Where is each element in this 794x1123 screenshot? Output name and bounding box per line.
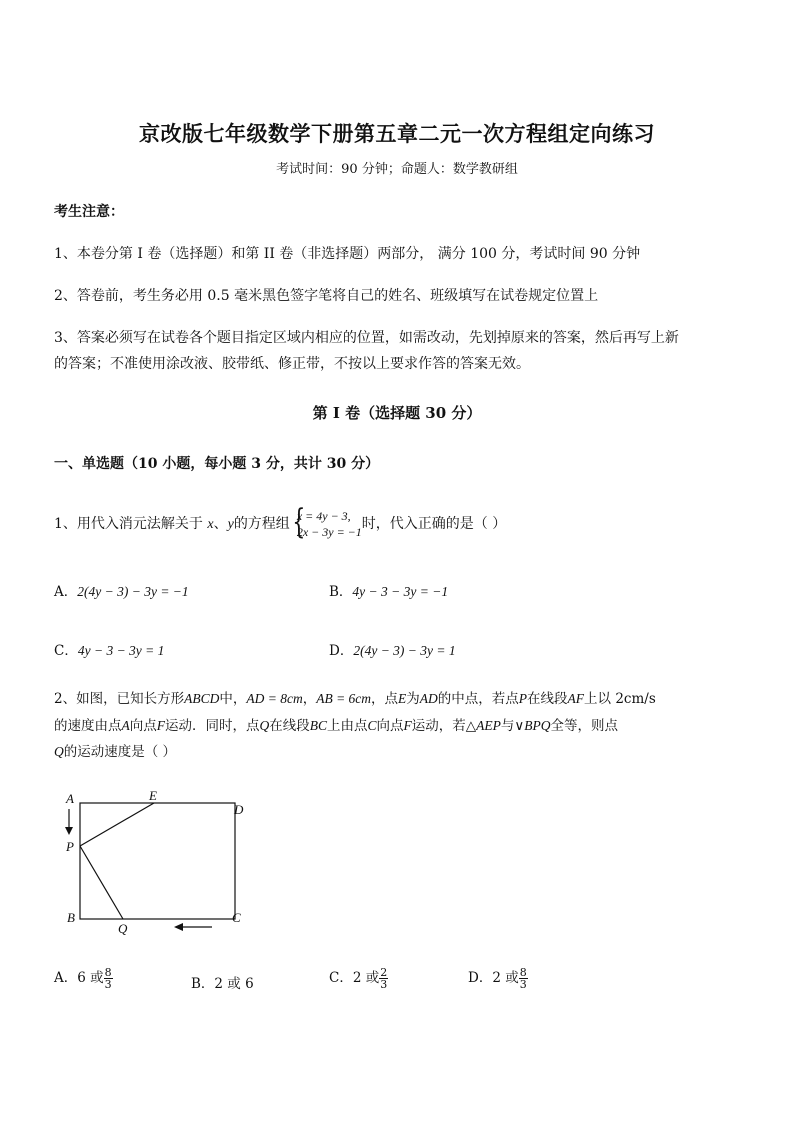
q2-math: AB = 6cm (316, 691, 372, 706)
question-2-line-1 (54, 687, 656, 707)
option-label: B． (329, 584, 353, 600)
q2-text: 与 (500, 718, 515, 734)
arrow-left-head-icon (174, 923, 183, 931)
q2-math: F (156, 718, 165, 733)
q1-separator: 、 (213, 516, 228, 532)
q2-text: 的运动速度是（ ） (63, 744, 177, 760)
q1-option-a[interactable] (54, 580, 189, 600)
label-c: C (232, 910, 241, 925)
equation-system (290, 502, 362, 542)
option-label: C． (329, 970, 353, 986)
numerator: 8 (519, 966, 527, 979)
q2-text: 全等，则点 (550, 718, 619, 734)
denominator: 3 (380, 978, 388, 991)
q2-text: 在线段 (527, 691, 568, 707)
brace-icon: { (292, 502, 306, 542)
equation-2: 2x − 3y = −1 (296, 525, 362, 539)
notice-item-1: 1、本卷分第 I 卷（选择题）和第 II 卷（非选择题）两部分， 满分 100 分，考试时间 90 分钟 (54, 246, 641, 262)
q2-math: Q (54, 744, 64, 759)
q2-math: E (398, 691, 407, 706)
option-text: 4y − 3 − 3y = 1 (77, 643, 165, 658)
fraction (379, 967, 388, 990)
q2-math: C (367, 718, 377, 733)
q2-text: 向点 (376, 718, 404, 734)
q2-text: ，点 (371, 691, 399, 707)
part-heading: 一、单选题（10 小题，每小题 3 分，共计 30 分） (54, 456, 380, 472)
q2-option-d[interactable] (468, 966, 528, 990)
q2-math: ABCD (184, 691, 220, 706)
equation-1: x = 4y − 3, (296, 509, 351, 523)
q1-var-x: x (207, 517, 214, 532)
option-label: C． (54, 643, 78, 659)
q2-text: 在线段 (269, 718, 310, 734)
q2-option-a[interactable] (54, 966, 113, 990)
label-a: A (66, 791, 74, 806)
notice-item-2: 2、答卷前，考生务必用 0.5 毫米黑色签字笔将自己的姓名、班级填写在试卷规定位置上 (54, 288, 599, 304)
arrow-down-head-icon (65, 827, 73, 835)
q2-text: 运动，若 (411, 718, 466, 734)
option-text: 2 或 (492, 970, 519, 986)
q1-option-c[interactable] (54, 639, 164, 659)
numerator: 2 (380, 966, 388, 979)
segment-pe (80, 803, 154, 846)
section-title: 第 I 卷（选择题 30 分） (312, 404, 482, 422)
q2-math: Q (259, 718, 270, 733)
q2-math: AF (567, 691, 585, 706)
rectangle-figure (54, 785, 264, 940)
q2-text: 2、如图，已知长方形 (54, 691, 185, 707)
label-d: D (234, 802, 244, 817)
option-label: D． (329, 643, 354, 659)
q1-var-y: y (227, 517, 234, 532)
q2-option-c[interactable] (329, 966, 388, 990)
q2-text: 上以 2cm/s (584, 691, 656, 707)
notice-item-3: 3、答案必须写在试卷各个题目指定区域内相应的位置，如需改动，先划掉原来的答案，然后再写上新 (54, 330, 679, 346)
question-2-line-3 (54, 740, 176, 760)
option-text: 2 或 (352, 970, 380, 986)
fraction (519, 967, 528, 990)
label-e: E (149, 788, 157, 803)
notice-heading: 考生注意： (54, 204, 124, 220)
option-text: 2(4y − 3) − 3y = −1 (77, 584, 189, 599)
q2-text: 中， (219, 691, 247, 707)
option-text: 2 或 6 (214, 976, 254, 992)
q1-option-b[interactable] (329, 580, 448, 600)
segment-pq (80, 846, 123, 919)
option-text: 2(4y − 3) − 3y = 1 (353, 643, 456, 658)
q1-text-suffix: 时，代入正确的是（ ） (361, 516, 507, 532)
option-label: D． (468, 970, 493, 986)
numerator: 8 (104, 966, 112, 979)
q2-text: 的速度由点 (54, 718, 122, 734)
q2-math: P (518, 691, 528, 706)
denominator: 3 (519, 978, 527, 991)
q1-text-mid: 的方程组 (233, 516, 290, 532)
rectangle-abcd (80, 803, 235, 919)
label-b: B (67, 910, 75, 925)
label-q: Q (118, 921, 128, 936)
q2-math: ∨BPQ (514, 718, 551, 733)
option-text: 6 或 (77, 970, 104, 986)
fraction (104, 967, 113, 990)
q2-text: 运动．同时，点 (165, 718, 260, 734)
q2-math: A (121, 718, 130, 733)
q2-math: △AEP (465, 718, 501, 733)
option-text: 4y − 3 − 3y = −1 (352, 584, 449, 599)
option-label: A． (54, 584, 78, 600)
q2-text: ， (302, 691, 317, 707)
denominator: 3 (104, 978, 112, 991)
q2-math: BC (309, 718, 328, 733)
exam-info: 考试时间：90 分钟；命题人：数学教研组 (276, 162, 518, 177)
q2-option-b[interactable] (191, 972, 254, 992)
question-1 (54, 502, 507, 542)
question-2-line-2 (54, 714, 618, 734)
option-label: B． (191, 976, 215, 992)
q1-option-d[interactable] (329, 639, 456, 659)
q2-text: 的中点，若点 (437, 691, 519, 707)
label-p: P (66, 839, 74, 854)
option-label: A． (54, 970, 78, 986)
q2-math: F (403, 718, 412, 733)
q2-math: AD (419, 691, 438, 706)
q2-text: 向点 (129, 718, 157, 734)
q2-text: 上由点 (327, 718, 368, 734)
q1-text: 1、用代入消元法解关于 (54, 516, 203, 532)
page-title: 京改版七年级数学下册第五章二元一次方程组定向练习 (139, 121, 655, 146)
q2-text: 为 (406, 691, 420, 707)
q2-math: AD = 8cm (246, 691, 303, 706)
notice-item-3-cont: 的答案；不准使用涂改液、胶带纸、修正带，不按以上要求作答的答案无效。 (54, 356, 530, 372)
